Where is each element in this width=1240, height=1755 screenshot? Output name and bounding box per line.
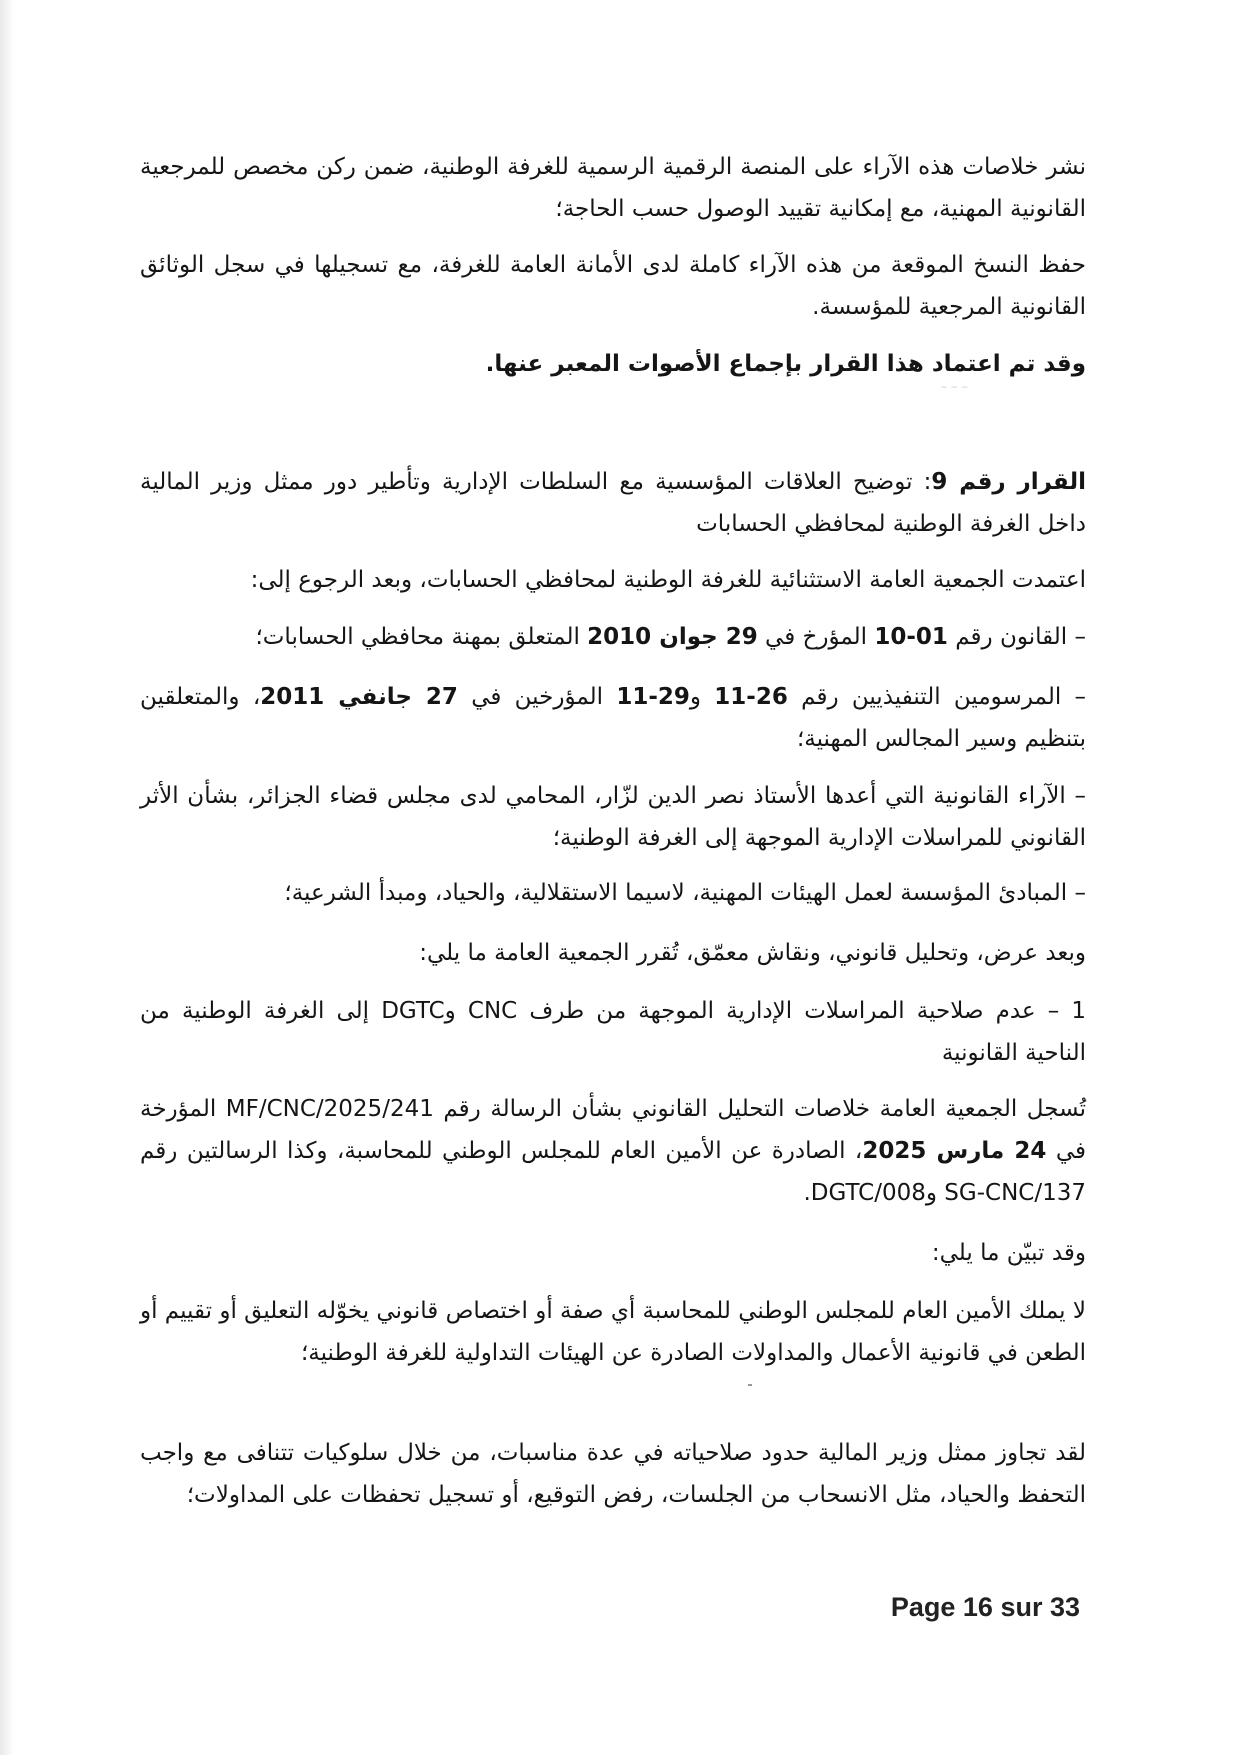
paragraph-unanimous-adoption: وقد تم اعتماد هذا القرار بإجماع الأصوات المعبر عنها. (485, 351, 1086, 377)
decision-title-text: : توضيح العلاقات المؤسسية مع السلطات الإدارية وتأطير دور ممثل وزير المالية داخل الغرفة الوطنية لمحافظي الحسابات (140, 469, 1086, 537)
scan-smudge: ~ ~ ~ (940, 383, 969, 393)
decision-9-heading (140, 461, 1086, 545)
text-segment: المؤرخين في (457, 684, 617, 710)
decree-number-1: 11-26 (714, 684, 788, 710)
reference-law-10-01 (140, 616, 1086, 658)
reference-founding-principles: – المبادئ المؤسسة لعمل الهيئات المهنية، لاسيما الاستقلالية، والحياد، ومبدأ الشرعية؛ (284, 880, 1086, 906)
letter-reference-1: MF/CNC/2025/241 (225, 1096, 434, 1122)
paragraph-letter-references (140, 1088, 1086, 1214)
paragraph-findings-intro: وقد تبيّن ما يلي: (931, 1240, 1086, 1266)
text-segment: تُسجل الجمعية العامة خلاصات التحليل القانوني بشأن الرسالة رقم (433, 1096, 1086, 1122)
decree-number-2: 11-29 (616, 684, 690, 710)
letter-reference-3: DGTC/008 (810, 1180, 926, 1206)
text-segment: – المرسومين التنفيذيين رقم (787, 684, 1087, 710)
reference-legal-opinions: – الآراء القانونية التي أعدها الأستاذ نصر الدين لزّار، المحامي لدى مجلس قضاء الجزائر، بشأن الأثر القانوني للمراسلات الإدارية الموجهة إلى الغرفة الوطنية؛ (140, 783, 1086, 851)
paragraph-keep-signed-copies: حفظ النسخ الموقعة من هذه الآراء كاملة لدى الأمانة العامة للغرفة، مع تسجيلها في سجل الوثائق القانونية المرجعية للمؤسسة. (140, 252, 1086, 320)
law-number: 10-01 (874, 624, 948, 650)
text-segment: – القانون رقم (947, 624, 1086, 650)
text-segment: و (925, 1180, 945, 1206)
text-segment: . (803, 1180, 811, 1206)
letter-date: 24 مارس 2025 (862, 1138, 1047, 1164)
letter-reference-2: SG-CNC/137 (944, 1180, 1086, 1206)
text-segment: ، الصادرة عن الأمين العام للمجلس الوطني للمحاسبة، وكذا الرسالتين رقم (140, 1138, 863, 1164)
item-1-invalid-correspondence: 1 – عدم صلاحية المراسلات الإدارية الموجهة من طرف CNC وDGTC إلى الغرفة الوطنية من الناحية القانونية (140, 998, 1087, 1066)
finding-minister-representative-overreach: لقد تجاوز ممثل وزير المالية حدود صلاحياته في عدة مناسبات، من خلال سلوكيات تتنافى مع واجب التحفظ والحياد، مثل الانسحاب من الجلسات، رفض التوقيع، أو تسجيل تحفظات على المداولات؛ (140, 1440, 1086, 1508)
text-segment: المؤرخ في (757, 624, 875, 650)
text-segment: المتعلق بمهنة محافظي الحسابات؛ (255, 624, 588, 650)
page-number: Page 16 sur 33 (890, 1592, 1080, 1622)
paragraph-publish-summaries: نشر خلاصات هذه الآراء على المنصة الرقمية الرسمية للغرفة الوطنية، ضمن ركن مخصص للمرجعية القانونية المهنية، مع إمكانية تقييد الوصول حسب الحاجة؛ (140, 154, 1086, 222)
text-segment: ، والمتعلقين بتنظيم وسير المجالس المهنية؛ (140, 684, 1086, 752)
reference-executive-decrees (140, 676, 1086, 760)
decree-date: 27 جانفي 2011 (260, 684, 458, 710)
paragraph-assembly-decides: وبعد عرض، وتحليل قانوني، ونقاش معمّق، تُقرر الجمعية العامة ما يلي: (419, 940, 1086, 966)
text-segment: و (689, 684, 715, 710)
decision-number-label: القرار رقم 9 (931, 469, 1086, 495)
law-date: 29 جوان 2010 (587, 624, 758, 650)
finding-secretary-general-no-authority: لا يملك الأمين العام للمجلس الوطني للمحاسبة أي صفة أو اختصاص قانوني يخوّله التعليق أو تقييم أو الطعن في قانونية الأعمال والمداولات الصادرة عن الهيئات التداولية للغرفة الوطنية؛ (140, 1298, 1086, 1366)
scan-speck (748, 1384, 752, 1386)
scan-edge-shadow (0, 0, 14, 1755)
text-segment: المؤرخة في (140, 1096, 1086, 1164)
paragraph-general-assembly-intro: اعتمدت الجمعية العامة الاستثنائية للغرفة الوطنية لمحافظي الحسابات، وبعد الرجوع إلى: (250, 567, 1086, 593)
